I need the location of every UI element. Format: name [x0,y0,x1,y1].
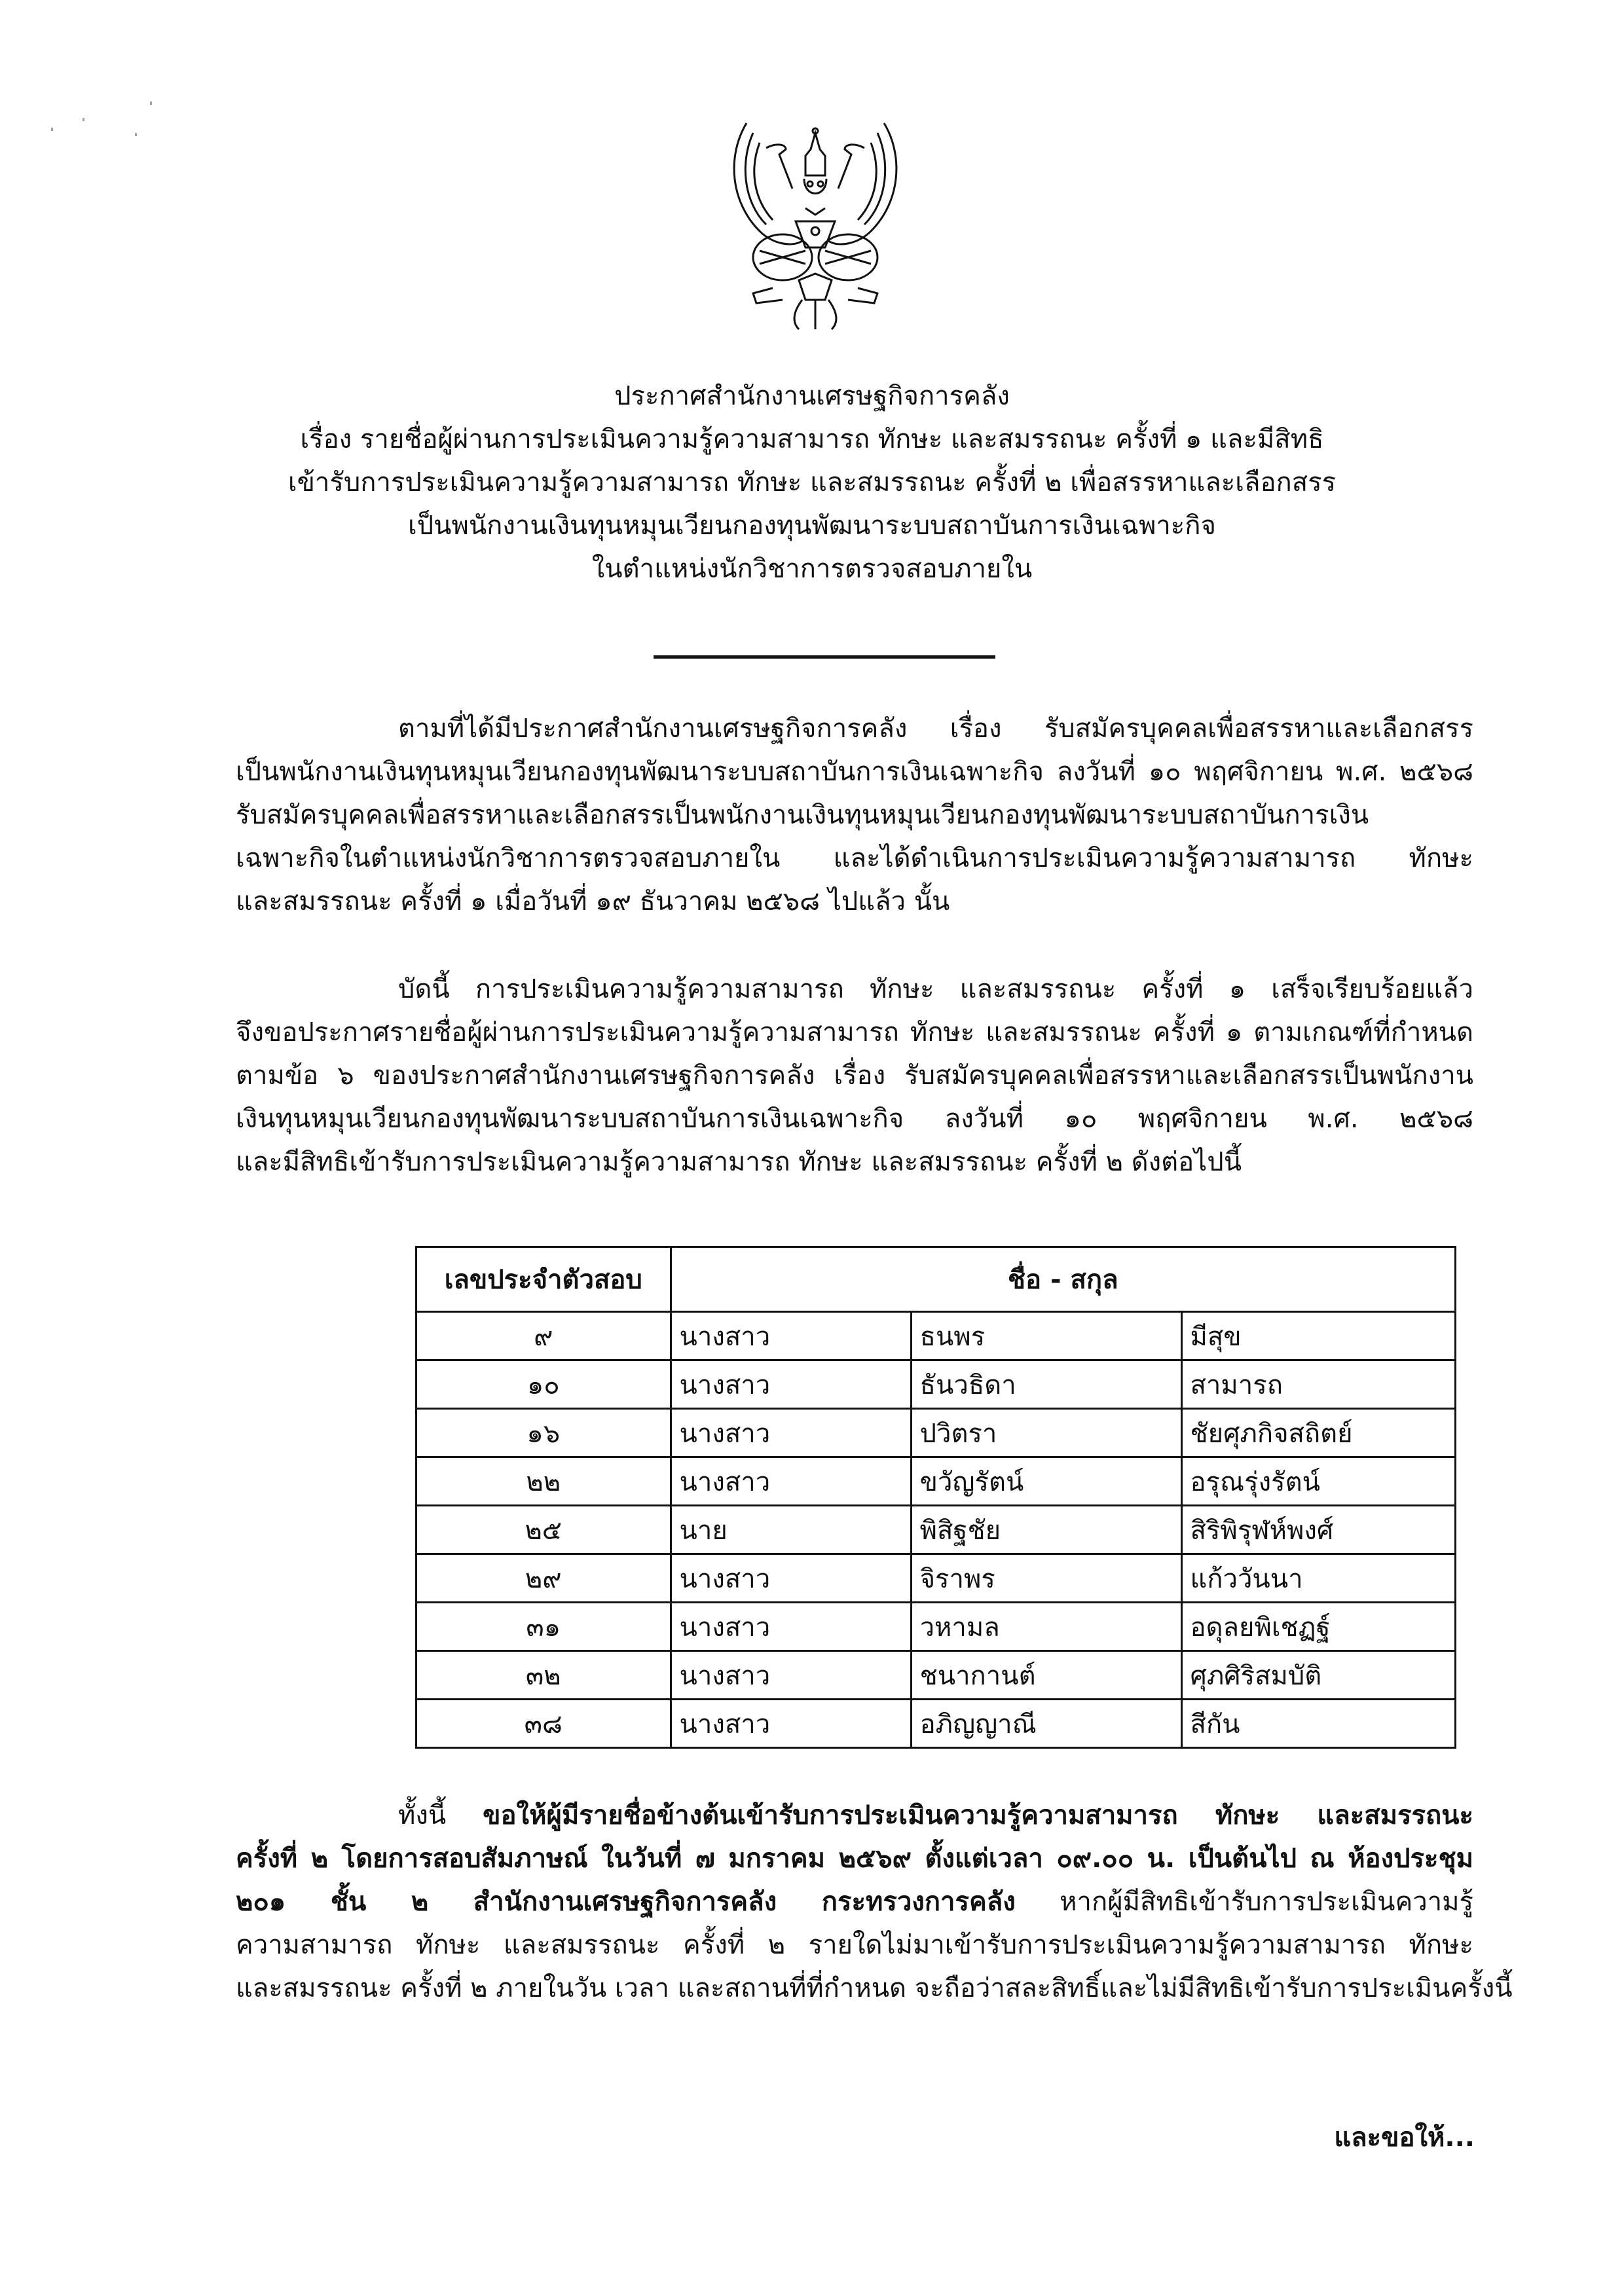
paragraph-line: เงินทุนหมุนเวียนกองทุนพัฒนาระบบสถาบันการเงินเฉพาะกิจ ลงวันที่ ๑๐ พฤศจิกายน พ.ศ. ๒๕๖๘ [236,1104,1473,1134]
paragraph-line [236,1880,1473,1923]
last-name: สีกัน [1181,1700,1456,1748]
paragraph-announcement [236,968,1473,1184]
header-exam-id: เลขประจำตัวสอบ [416,1247,671,1312]
instruction-bold-text: ขอให้ผู้มีรายชื่อข้างต้นเข้ารับการประเมินความรู้ความสามารถ ทักษะ และสมรรถนะ [483,1800,1473,1831]
table-row [416,1603,1456,1651]
exam-id: ๙ [416,1312,671,1360]
scan-speck [135,133,137,136]
paragraph-instructions [236,1794,1513,2010]
table-row [416,1554,1456,1603]
last-name: มีสุข [1181,1312,1456,1360]
subject-line-3: เป็นพนักงานเงินทุนหมุนเวียนกองทุนพัฒนาระบบสถาบันการเงินเฉพาะกิจ [408,511,1216,541]
first-name: วหามล [911,1603,1181,1651]
exam-id: ๒๙ [416,1554,671,1603]
first-name: พิสิฐชัย [911,1506,1181,1554]
last-name: ชัยศุภกิจสถิตย์ [1181,1409,1456,1457]
subject-line-4: ในตำแหน่งนักวิชาการตรวจสอบภายใน [591,554,1033,584]
name-title: นางสาว [671,1554,911,1603]
candidates-table [415,1246,1456,1749]
announcement-title: ประกาศสำนักงานเศรษฐกิจการคลัง [614,381,1010,411]
table-row [416,1360,1456,1409]
garuda-emblem-icon [720,117,910,333]
paragraph-line: จึงขอประกาศรายชื่อผู้ผ่านการประเมินความรู้ความสามารถ ทักษะ และสมรรถนะ ครั้งที่ ๑ ตามเกณฑ์ที่กำหนด [236,1017,1473,1048]
subject-line-1: เรื่อง รายชื่อผู้ผ่านการประเมินความรู้ความสามารถ ทักษะ และสมรรถนะ ครั้งที่ ๑ และมีสิทธิ [300,424,1324,454]
subject-line-2: เข้ารับการประเมินความรู้ความสามารถ ทักษะ และสมรรถนะ ครั้งที่ ๒ เพื่อสรรหาและเลือกสรร [287,467,1337,498]
first-name: จิราพร [911,1554,1181,1603]
venue-bold-text: ๒๐๑ ชั้น ๒ สำนักงานเศรษฐกิจการคลัง กระทรวงการคลัง [236,1887,1016,1917]
scan-speck [150,101,152,105]
last-name: ศุภศิริสมบัติ [1181,1651,1456,1700]
last-name: สามารถ [1181,1360,1456,1409]
name-title: นาย [671,1506,911,1554]
lead-text: ทั้งนี้ [398,1800,483,1831]
paragraph-line: บัดนี้ การประเมินความรู้ความสามารถ ทักษะ และสมรรถนะ ครั้งที่ ๑ เสร็จเรียบร้อยแล้ว [398,974,1473,1004]
table-header-row [416,1247,1456,1312]
name-title: นางสาว [671,1700,911,1748]
first-name: ธันวธิดา [911,1360,1181,1409]
condition-text: หากผู้มีสิทธิเข้ารับการประเมินความรู้ [1015,1887,1473,1917]
paragraph-line: ตามข้อ ๖ ของประกาศสำนักงานเศรษฐกิจการคลัง เรื่อง รับสมัครบุคคลเพื่อสรรหาและเลือกสรรเป็นพนักงาน [236,1061,1473,1091]
last-name: สิริพิรุฬห์พงศ์ [1181,1506,1456,1554]
exam-id: ๓๒ [416,1651,671,1700]
paragraph-line: และสมรรถนะ ครั้งที่ ๑ เมื่อวันที่ ๑๙ ธันวาคม ๒๕๖๘ ไปแล้ว นั้น [236,886,950,917]
name-title: นางสาว [671,1457,911,1506]
table-row [416,1409,1456,1457]
paragraph-line: ตามที่ได้มีประกาศสำนักงานเศรษฐกิจการคลัง เรื่อง รับสมัครบุคคลเพื่อสรรหาและเลือกสรร [398,714,1473,744]
exam-id: ๒๒ [416,1457,671,1506]
table-row [416,1700,1456,1748]
table-row [416,1506,1456,1554]
paragraph-line: ความสามารถ ทักษะ และสมรรถนะ ครั้งที่ ๒ รายใดไม่มาเข้ารับการประเมินความรู้ความสามารถ ทักษะ [236,1930,1473,1960]
table-row [416,1651,1456,1700]
table-row [416,1457,1456,1506]
paragraph-line: และมีสิทธิเข้ารับการประเมินความรู้ความสามารถ ทักษะ และสมรรถนะ ครั้งที่ ๒ ดังต่อไปนี้ [236,1147,1242,1177]
first-name: ปวิตรา [911,1409,1181,1457]
paragraph-background [236,707,1473,923]
name-title: นางสาว [671,1409,911,1457]
exam-id: ๓๘ [416,1700,671,1748]
last-name: อรุณรุ่งรัตน์ [1181,1457,1456,1506]
first-name: อภิญญาณี [911,1700,1181,1748]
interview-schedule-line: ครั้งที่ ๒ โดยการสอบสัมภาษณ์ ในวันที่ ๗ มกราคม ๒๕๖๙ ตั้งแต่เวลา ๐๙.๐๐ น. เป็นต้นไป ณ ห้องประชุม [236,1844,1473,1874]
exam-id: ๓๑ [416,1603,671,1651]
first-name: ธนพร [911,1312,1181,1360]
name-title: นางสาว [671,1312,911,1360]
paragraph-line: เฉพาะกิจในตำแหน่งนักวิชาการตรวจสอบภายใน และได้ดำเนินการประเมินความรู้ความสามารถ ทักษะ [236,843,1473,873]
name-title: นางสาว [671,1360,911,1409]
header-full-name: ชื่อ - สกุล [671,1247,1455,1312]
last-name: อดุลยพิเชฏฐ์ [1181,1603,1456,1651]
paragraph-line: เป็นพนักงานเงินทุนหมุนเวียนกองทุนพัฒนาระบบสถาบันการเงินเฉพาะกิจ ลงวันที่ ๑๐ พฤศจิกายน พ.ศ. ๒๕๖๘ [236,757,1473,787]
name-title: นางสาว [671,1603,911,1651]
exam-id: ๑๐ [416,1360,671,1409]
scan-speck [83,118,84,121]
first-name: ขวัญรัตน์ [911,1457,1181,1506]
exam-id: ๒๕ [416,1506,671,1554]
first-name: ชนากานต์ [911,1651,1181,1700]
announcement-header [196,374,1428,591]
table-row [416,1312,1456,1360]
paragraph-line: และสมรรถนะ ครั้งที่ ๒ ภายในวัน เวลา และสถานที่ที่กำหนด จะถือว่าสละสิทธิ์และไม่มีสิทธิเข้ารับการประเมินครั้งนี้ [236,1973,1513,2003]
paragraph-line: รับสมัครบุคคลเพื่อสรรหาและเลือกสรรเป็นพนักงานเงินทุนหมุนเวียนกองทุนพัฒนาระบบสถาบันการเงิน [236,800,1369,830]
exam-id: ๑๖ [416,1409,671,1457]
title-divider [654,655,995,659]
last-name: แก้ววันนา [1181,1554,1456,1603]
paragraph-line [236,1794,1473,1837]
scan-speck [51,128,53,131]
page-continuation: และขอให้... [1334,2123,1475,2153]
name-title: นางสาว [671,1651,911,1700]
